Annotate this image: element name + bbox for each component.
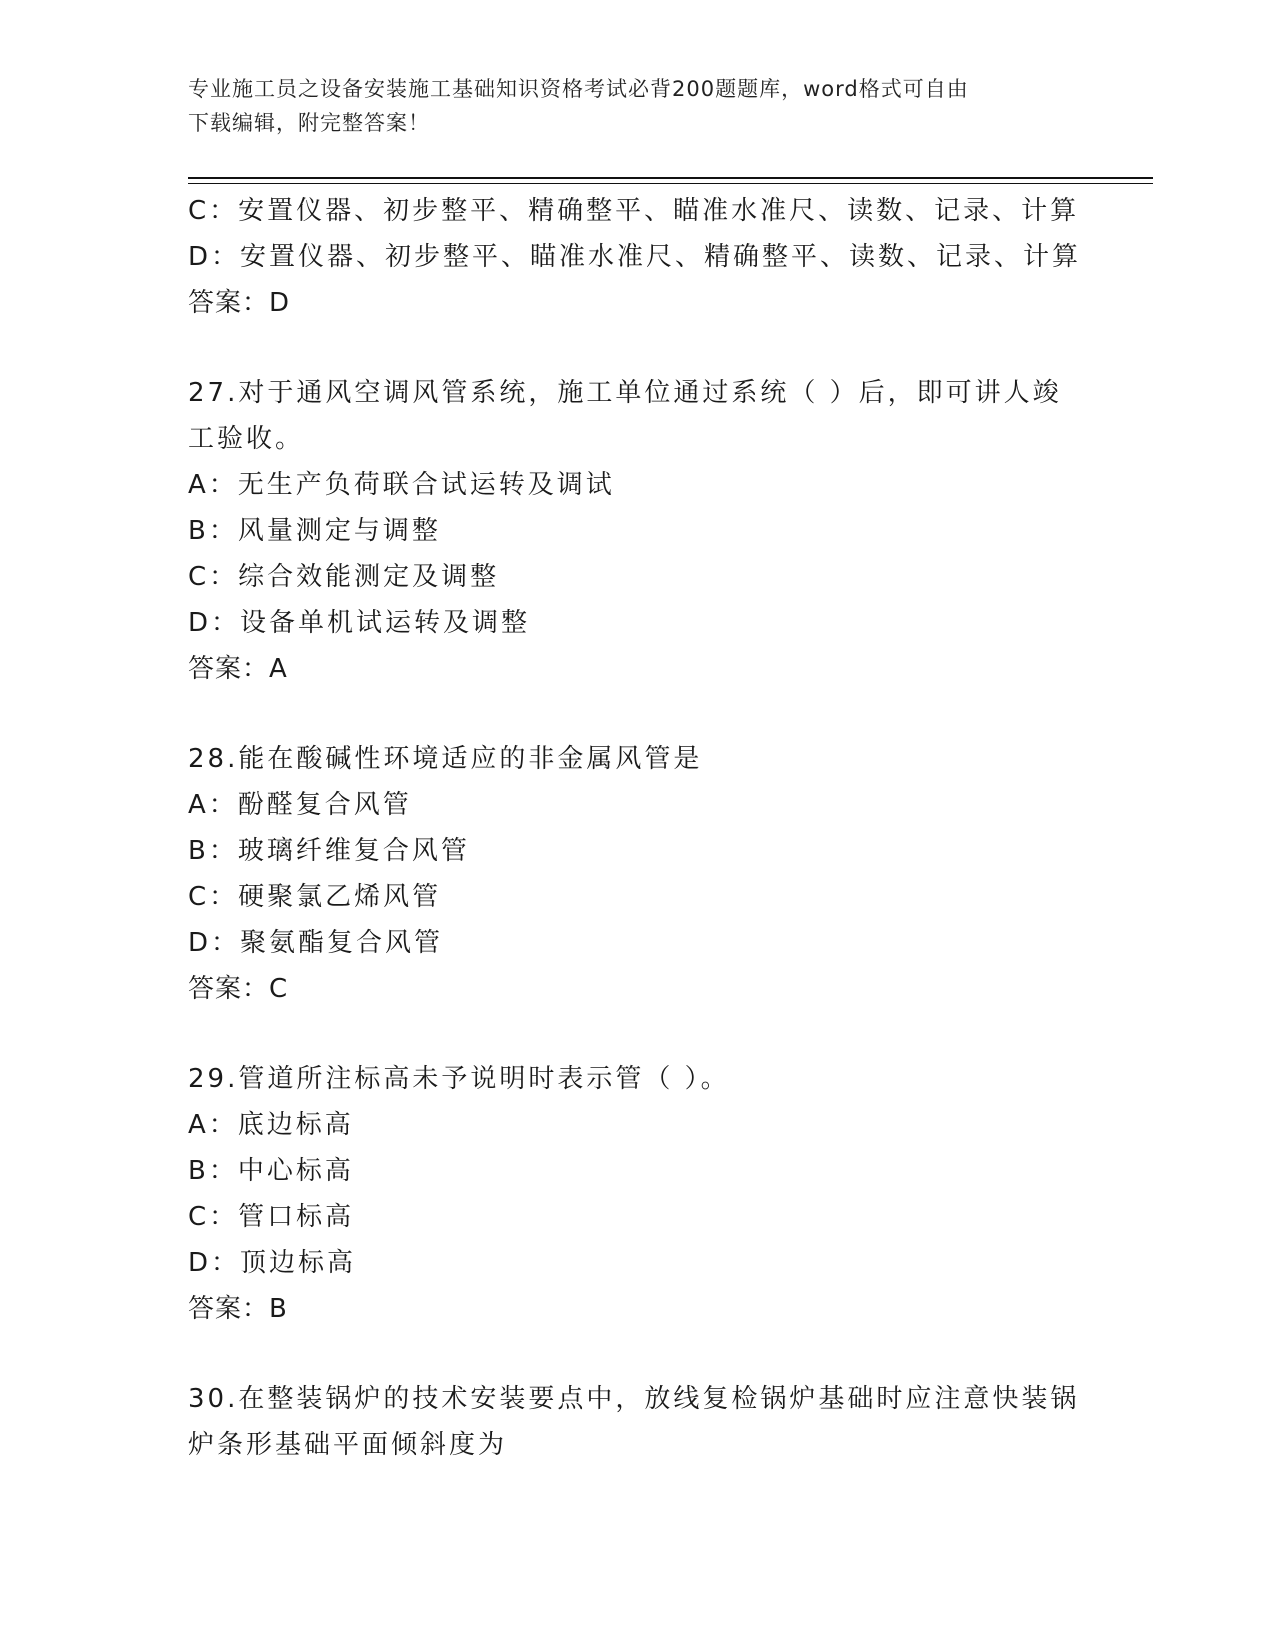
header-divider-thin xyxy=(188,183,1153,184)
question-stem: 29.管道所注标高未予说明时表示管（ ）。 xyxy=(188,1064,730,1094)
question-stem-continued: 炉条形基础平面倾斜度为 xyxy=(188,1430,508,1460)
option-b: B：中心标高 xyxy=(188,1156,354,1186)
question-stem: 30.在整装锅炉的技术安装要点中，放线复检锅炉基础时应注意快装锅 xyxy=(188,1384,1080,1414)
option-a: A：酚醛复合风管 xyxy=(188,790,412,820)
header-line-1: 专业施工员之设备安装施工基础知识资格考试必背200题题库，word格式可自由 xyxy=(188,77,969,101)
answer-line: 答案：D xyxy=(188,288,291,318)
option-b: B：风量测定与调整 xyxy=(188,516,441,546)
option-d: D：安置仪器、初步整平、瞄准水准尺、精确整平、读数、记录、计算 xyxy=(188,242,1082,272)
question-stem: 28.能在酸碱性环境适应的非金属风管是 xyxy=(188,744,703,774)
option-c: C：综合效能测定及调整 xyxy=(188,562,500,592)
option-d: D：设备单机试运转及调整 xyxy=(188,608,531,638)
option-c: C：硬聚氯乙烯风管 xyxy=(188,882,442,912)
option-d: D：聚氨酯复合风管 xyxy=(188,928,444,958)
option-c: C：安置仪器、初步整平、精确整平、瞄准水准尺、读数、记录、计算 xyxy=(188,196,1080,226)
spacer xyxy=(188,1012,1088,1056)
question-27 xyxy=(188,370,1088,692)
option-a: A：底边标高 xyxy=(188,1110,354,1140)
document-header xyxy=(188,72,1088,140)
question-26-tail xyxy=(188,188,1088,326)
header-line-2: 下载编辑，附完整答案！ xyxy=(188,111,430,135)
answer-line: 答案：C xyxy=(188,974,289,1004)
option-c: C：管口标高 xyxy=(188,1202,355,1232)
spacer xyxy=(188,692,1088,736)
answer-line: 答案：A xyxy=(188,654,288,684)
question-29 xyxy=(188,1056,1088,1332)
question-stem-continued: 工验收。 xyxy=(188,424,305,454)
spacer xyxy=(188,1332,1088,1376)
option-a: A：无生产负荷联合试运转及调试 xyxy=(188,470,615,500)
option-d: D：顶边标高 xyxy=(188,1248,357,1278)
header-divider-thick xyxy=(188,177,1153,179)
question-stem: 27.对于通风空调风管系统，施工单位通过系统（ ）后，即可讲人竣 xyxy=(188,378,1062,408)
spacer xyxy=(188,326,1088,370)
question-30 xyxy=(188,1376,1088,1468)
question-content xyxy=(188,188,1088,1468)
answer-line: 答案：B xyxy=(188,1294,288,1324)
option-b: B：玻璃纤维复合风管 xyxy=(188,836,470,866)
question-28 xyxy=(188,736,1088,1012)
